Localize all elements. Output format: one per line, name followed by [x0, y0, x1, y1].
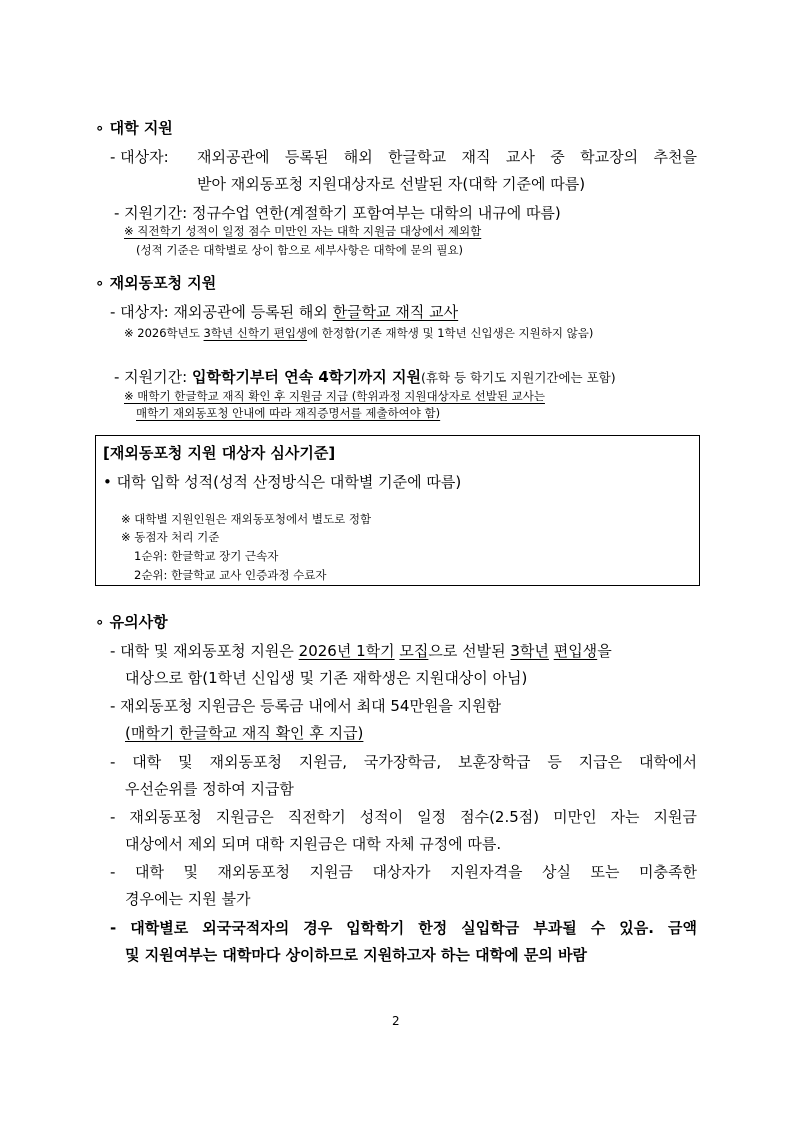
- note-item-2-line1: - 재외동포청 지원금은 등록금 내에서 최대 54만원을 지원함: [110, 697, 502, 715]
- note-item-5-line1: - 대학 및 재외동포청 지원금 대상자가 지원자격을 상실 또는 미충족한: [110, 863, 697, 881]
- criteria-note-quota: ※ 대학별 지원인원은 재외동포청에서 별도로 정함: [121, 512, 372, 526]
- agency-period-suffix: (휴학 등 학기도 지원기간에는 포함): [420, 370, 616, 385]
- criteria-bullet: • 대학 입학 성적(성적 산정방식은 대학별 기준에 따름): [103, 473, 462, 491]
- agency-note2-line1: ※ 매학기 한글학교 재직 확인 후 지원금 지급 (학위과정 지원대상자로 선발된 교사는: [124, 389, 545, 403]
- note-item-4-line2: 대상에서 제외 되며 대학 지원금은 대학 자체 규정에 따름.: [125, 835, 502, 853]
- note-item-3-line2: 우선순위를 정하여 지급함: [125, 780, 294, 798]
- agency-period-bold: 입학학기부터 연속 4학기까지 지원: [191, 368, 421, 386]
- target-label: - 대상자:: [110, 148, 169, 166]
- section-heading-notes: ∘ 유의사항: [95, 613, 168, 631]
- criteria-note-tiebreak: ※ 동점자 처리 기준: [121, 530, 220, 544]
- note-grade-exclusion: ※ 직전학기 성적이 일정 점수 미만인 자는 대학 지원금 대상에서 제외함: [124, 224, 482, 238]
- criteria-title: [재외동포청 지원 대상자 심사기준]: [103, 444, 336, 462]
- note1-recruit: 모집: [399, 642, 429, 660]
- note1-grade: 3학년: [510, 642, 549, 660]
- agency-period: [114, 366, 616, 387]
- agency-target-underlined: 한글학교 재직 교사: [332, 303, 459, 321]
- note-grade-criteria: (성적 기준은 대학별로 상이 함으로 세부사항은 대학에 문의 필요): [136, 243, 464, 257]
- agency-note-suffix: 에 한정함(기존 재학생 및 1학년 신입생은 지원하지 않음): [307, 326, 594, 340]
- agency-period-prefix: - 지원기간:: [114, 368, 192, 386]
- agency-target-prefix: - 대상자: 재외공관에 등록된 해외: [110, 303, 333, 321]
- note1-semester: 2026년 1학기: [298, 642, 395, 660]
- section-heading-agency: ∘ 재외동포청 지원: [95, 274, 217, 292]
- note1-text-c: 을: [597, 642, 612, 660]
- target-line-1: 재외공관에 등록된 해외 한글학교 재직 교사 중 학교장의 추천을: [197, 148, 697, 166]
- agency-target: [110, 301, 458, 322]
- support-period: - 지원기간: 정규수업 연한(계절학기 포함여부는 대학의 내규에 따름): [114, 204, 561, 222]
- agency-note-prefix: ※ 2026학년도: [124, 326, 204, 340]
- agency-target-note: [124, 325, 593, 341]
- note-item-4-line1: - 재외동포청 지원금은 직전학기 성적이 일정 점수(2.5점) 미만인 자는 지원금: [110, 808, 697, 826]
- note1-transfer: 편입생: [553, 642, 598, 660]
- agency-note2-line2: 매학기 재외동포청 안내에 따라 재직증명서를 제출하여야 함): [136, 406, 441, 420]
- note-item-6-line1: - 대학별로 외국국적자의 경우 입학학기 한정 실입학금 부과될 수 있음. 금액: [110, 919, 697, 937]
- note1-text-a: - 대학 및 재외동포청 지원은: [110, 642, 299, 660]
- criteria-rank-2: 2순위: 한글학교 교사 인증과정 수료자: [134, 568, 327, 582]
- note-item-1-line1: [110, 640, 612, 661]
- criteria-rank-1: 1순위: 한글학교 장기 근속자: [134, 549, 279, 563]
- section-heading-university: ∘ 대학 지원: [95, 119, 173, 137]
- note1-text-b: 으로 선발된: [428, 642, 511, 660]
- note-item-2-line2: (매학기 한글학교 재직 확인 후 지급): [125, 724, 364, 742]
- note-item-5-line2: 경우에는 지원 불가: [125, 890, 251, 908]
- note-item-1-line2: 대상으로 함(1학년 신입생 및 기존 재학생은 지원대상이 아님): [125, 669, 528, 687]
- page-number: 2: [392, 1014, 400, 1028]
- note-item-6-line2: 및 지원여부는 대학마다 상이하므로 지원하고자 하는 대학에 문의 바람: [125, 946, 587, 964]
- note-item-3-line1: - 대학 및 재외동포청 지원금, 국가장학금, 보훈장학급 등 지급은 대학에서: [110, 753, 697, 771]
- target-line-2: 받아 재외동포청 지원대상자로 선발된 자(대학 기준에 따름): [197, 175, 586, 193]
- agency-note-underlined: 3학년 신학기 편입생: [203, 326, 308, 340]
